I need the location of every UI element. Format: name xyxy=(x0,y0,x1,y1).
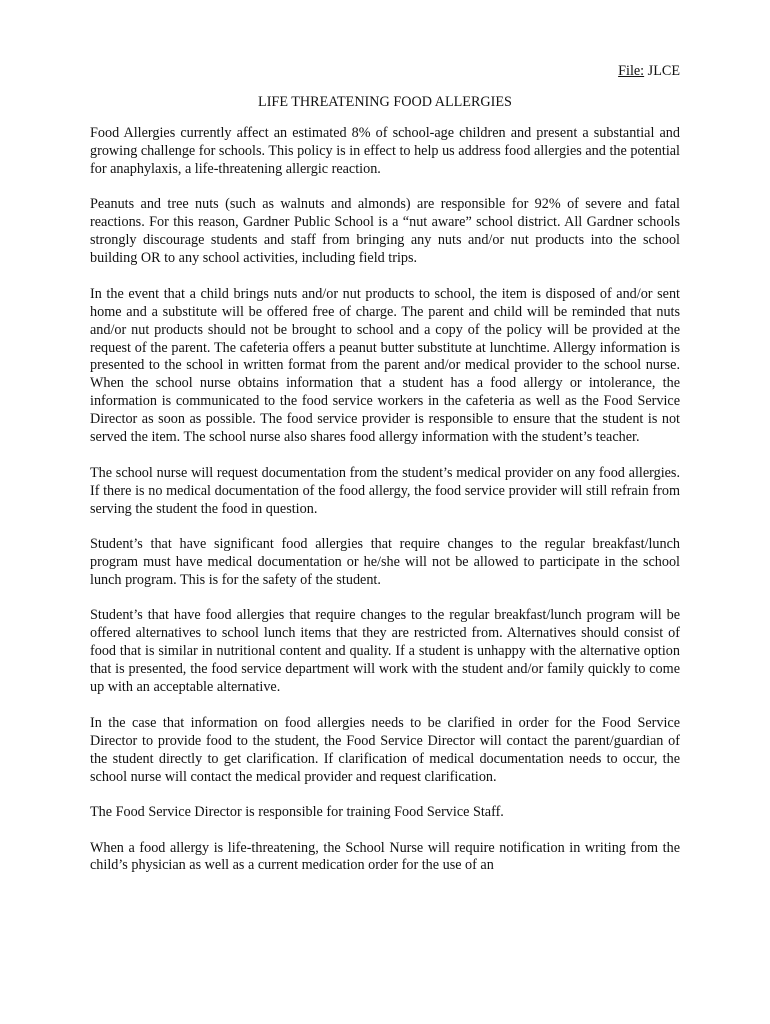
paragraph-nut-aware: Peanuts and tree nuts (such as walnuts and almonds) are responsible for 92% of severe and fatal reactions. For this reason, Gardner Public School is a “nut aware” school district. All Gardner schools strongly discourage students and staff from bringing any nuts and/or nut products into the school building OR to any school activities, including field trips. xyxy=(90,196,680,267)
paragraph-prevalence: Food Allergies currently affect an estimated 8% of school-age children and present a substantial and growing challenge for schools. This policy is in effect to help us address food allergies and the potential for anaphylaxis, a life-threatening allergic reaction. xyxy=(90,125,680,177)
file-reference xyxy=(90,62,680,80)
paragraph-significant-allergies: Student’s that have significant food allergies that require changes to the regular breakfast/lunch program must have medical documentation or he/she will not be allowed to participate in the school lunch program. This is for the safety of the student. xyxy=(90,536,680,589)
paragraph-alternatives: Student’s that have food allergies that require changes to the regular breakfast/lunch program will be offered alternatives to school lunch items that they are restricted from. Alternatives should consist of food that is similar in nutritional content and quality. If a student is unhappy with the alternative option that is presented, the food service department will work with the student and/or family quickly to come up with an acceptable alternative. xyxy=(90,607,680,696)
file-label: File: xyxy=(618,63,645,79)
paragraph-nut-procedure: In the event that a child brings nuts and/or nut products to school, the item is disposed of and/or sent home and a substitute will be offered free of charge. The parent and child will be reminded that nuts and/or nut products should not be brought to school and a copy of the policy will be provided at the request of the parent. The cafeteria offers a peanut butter substitute at lunchtime. Allergy information is presented to the school in written format from the parent and/or medical provider to the school nurse. When the school nurse obtains information that a student has a food allergy or intolerance, the information is communicated to the food service workers in the cafeteria as well as the Food Service Director as soon as possible. The food service provider is responsible to ensure that the student is not served the item. The school nurse also shares food allergy information with the student’s teacher. xyxy=(90,285,680,446)
file-code: JLCE xyxy=(647,63,680,79)
document-title: LIFE THREATENING FOOD ALLERGIES xyxy=(258,94,512,110)
paragraph-clarification: In the case that information on food allergies needs to be clarified in order for the Food Service Director to provide food to the student, the Food Service Director will contact the parent/guardian of the student directly to get clarification. If clarification of medical documentation needs to occur, the school nurse will contact the medical provider and request clarification. xyxy=(90,714,680,785)
paragraph-documentation: The school nurse will request documentation from the student’s medical provider on any food allergies. If there is no medical documentation of the food allergy, the food service provider will still refrain from serving the student the food in question. xyxy=(90,464,680,517)
document-page xyxy=(90,62,680,875)
paragraph-life-threatening: When a food allergy is life-threatening, the School Nurse will require notification in writing from the child’s physician as well as a current medication order for the use of an xyxy=(90,839,680,874)
paragraph-training: The Food Service Director is responsible for training Food Service Staff. xyxy=(90,804,504,821)
